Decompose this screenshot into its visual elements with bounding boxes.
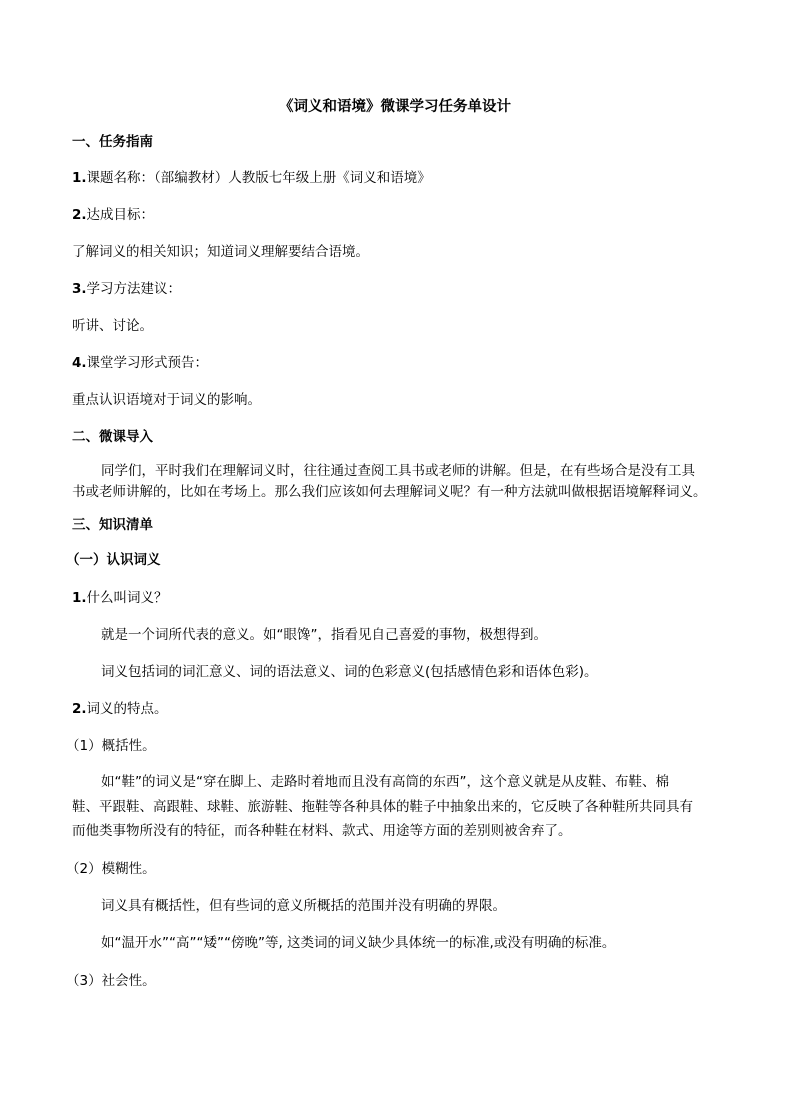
item-number: 2. [72,207,87,223]
form-body: 重点认识语境对于词义的影响。 [72,392,261,408]
feature-1-line-1: 如“鞋”的词义是“穿在脚上、走路时着地而且没有高筒的东西”，这个意义就是从皮鞋、布鞋、棉 [101,774,669,790]
item-text: 课堂学习形式预告： [86,355,209,371]
item-text: 课题名称：（部编教材）人教版七年级上册《词义和语境》 [86,170,431,186]
feature-2-line-2: 如“温开水”“高”“矮”“傍晚”等, 这类词的词义缺少具体统一的标准,或没有明确的标准。 [101,935,616,951]
item-number: 3. [72,281,87,297]
subsection-heading: （一）认识词义 [66,552,161,568]
item-text: 什么叫词义？ [86,590,168,606]
section-heading-intro: 二、微课导入 [72,429,153,445]
feature-heading-1: （1）概括性。 [66,738,156,754]
feature-heading-2: （2）模糊性。 [66,861,156,877]
item-number: 1. [72,170,87,186]
feature-1-line-3: 而他类事物所没有的特征，而各种鞋在材料、款式、用途等方面的差别则被舍弃了。 [72,823,572,839]
item-goal [72,205,154,225]
definition-body: 就是一个词所代表的意义。如“眼馋”，指看见自己喜爱的事物，极想得到。 [101,627,547,643]
feature-heading-3: （3）社会性。 [66,973,156,989]
document-title: 《词义和语境》微课学习任务单设计 [279,99,511,115]
item-method [72,279,181,299]
feature-2-line-1: 词义具有概括性，但有些词的意义所概括的范围并没有明确的界限。 [101,898,506,914]
item-number: 1. [72,590,87,606]
item-number: 2. [72,701,87,717]
intro-line-2: 书或老师讲解的，比如在考场上。那么我们应该如何去理解词义呢？有一种方法就叫做根据语境解释词义。 [72,484,707,500]
intro-line-1: 同学们，平时我们在理解词义时，往往通过查阅工具书或老师的讲解。但是，在有些场合是没有工具 [101,463,695,479]
question-what [72,588,168,608]
section-heading-guide: 一、任务指南 [72,134,153,150]
feature-1-line-2: 鞋、平跟鞋、高跟鞋、球鞋、旅游鞋、拖鞋等各种具体的鞋子中抽象出来的，它反映了各种鞋所共同具有 [72,799,693,815]
item-text: 学习方法建议： [86,281,182,297]
goal-body: 了解词义的相关知识；知道词义理解要结合语境。 [72,244,369,260]
item-text: 词义的特点。 [86,701,168,717]
item-form [72,353,208,373]
item-course-name [72,168,431,188]
definition-body-2: 词义包括词的词汇意义、词的语法意义、词的色彩意义(包括感情色彩和语体色彩)。 [101,664,598,680]
section-heading-knowledge: 三、知识清单 [72,517,153,533]
method-body: 听讲、讨论。 [72,318,153,334]
question-features [72,699,168,719]
item-number: 4. [72,355,87,371]
item-text: 达成目标： [86,207,155,223]
